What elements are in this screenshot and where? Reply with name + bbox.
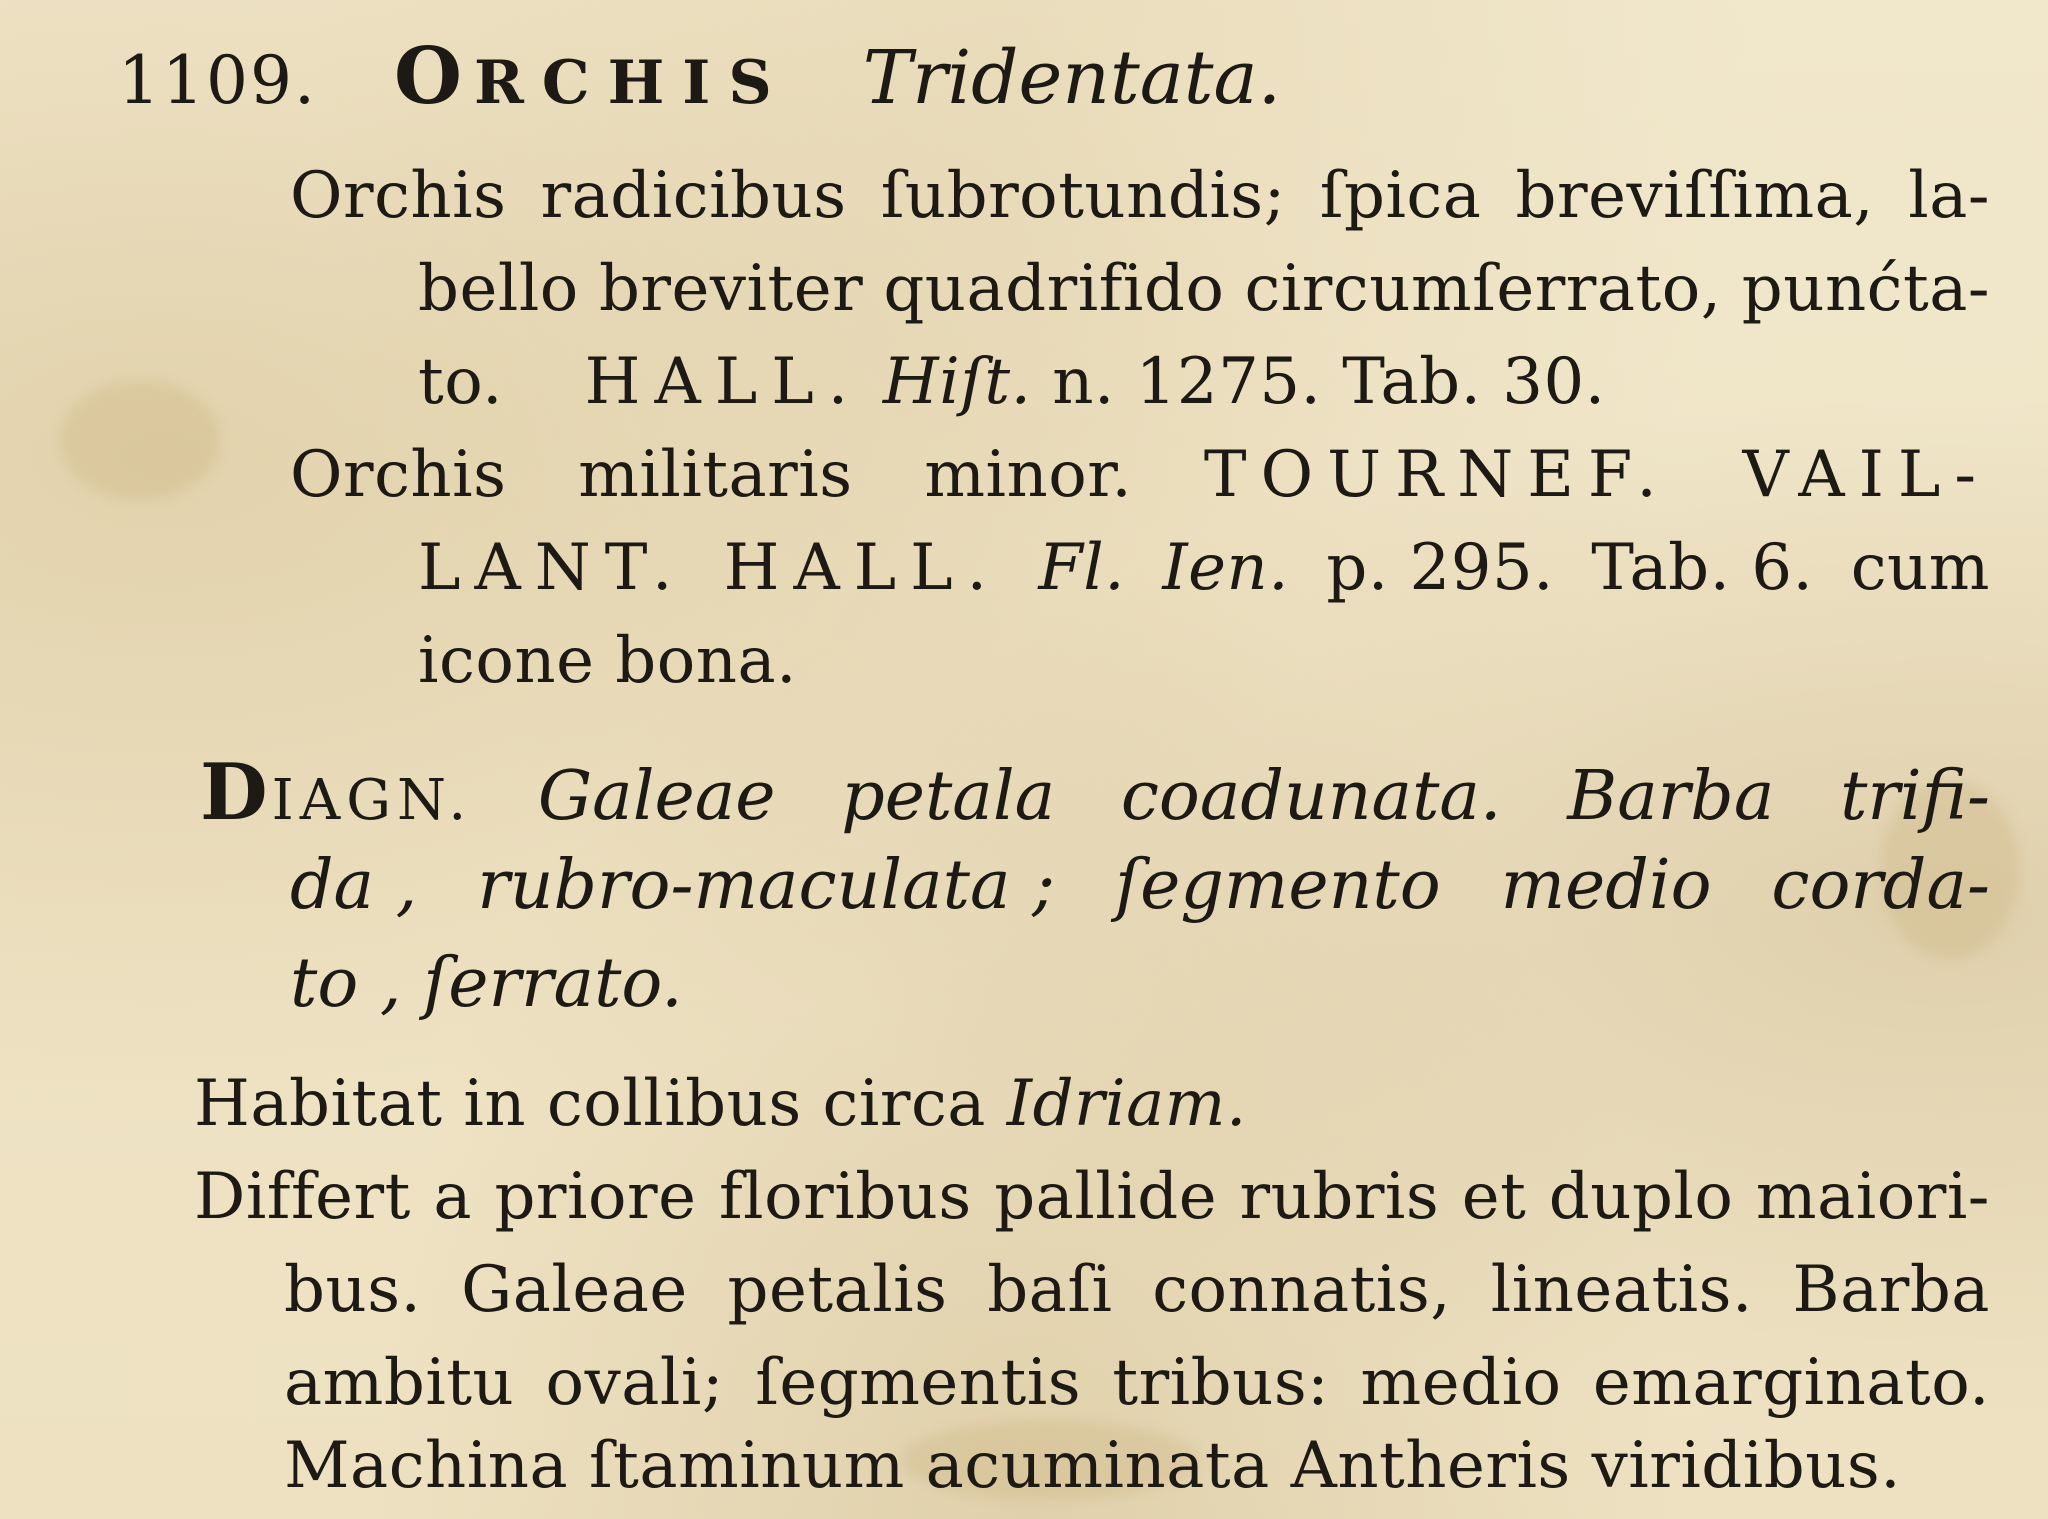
word: coadunata. [1120,757,1502,836]
word: radicibus [540,159,847,233]
description-line-2 [284,1253,1990,1327]
reference: n. 1275. Tab. 30. [1052,345,1606,419]
word: militaris [578,438,853,512]
word: Galeae [537,757,776,836]
word: duplo [1548,1160,1734,1234]
synonym-2-line-3 [418,624,797,698]
word: bus. [284,1253,422,1327]
author-abbrev: TOURNEF. [1203,438,1671,512]
word: emarginato. [1592,1346,1990,1420]
synonym-1-line-1 [290,159,1990,233]
species-name: Tridentata. [862,35,1282,121]
word: to. [418,345,503,419]
word: quadrifido [883,252,1225,326]
diagnosis-label [200,747,473,838]
word: petalis [727,1253,948,1327]
word: maiori- [1755,1160,1990,1234]
word: ſegmento [1114,846,1441,925]
entry-number: 1109. [118,42,317,119]
genus-initial: O [394,31,474,122]
word: ambitu [284,1346,515,1420]
word: breviſſima, [1515,159,1875,233]
diagnosis-line-3 [290,944,683,1023]
author-abbrev: HALL. [723,531,1002,605]
work-title: Fl. [1038,531,1126,605]
word: tribus: [1112,1346,1330,1420]
author-abbrev: VAIL- [1742,438,1990,512]
word: Barba [1567,757,1775,836]
word: Orchis [290,438,507,512]
diagnosis-line-1 [200,747,1990,838]
work-title: Hiſt. [882,345,1032,419]
word: floribus [718,1160,972,1234]
word: ovali; [545,1346,724,1420]
author-abbrev: LANT. [418,531,687,605]
word: petala [841,757,1056,836]
word: punćta- [1741,252,1990,326]
word: to , ſerrato. [290,944,683,1023]
word: minor. [924,438,1133,512]
habitat-place: Idriam. [1006,1067,1247,1141]
word: ſpica [1319,159,1482,233]
word: da , [290,846,418,925]
diagnosis-label-initial: D [200,747,272,838]
word: la- [1908,159,1990,233]
entry-heading [118,31,1282,122]
word: Orchis [290,159,507,233]
work-title: Ien. [1162,531,1290,605]
word: Galeae [461,1253,688,1327]
word: ſubrotundis; [880,159,1286,233]
word: bello [418,252,579,326]
word: lineatis. [1490,1253,1753,1327]
description-line-3 [284,1346,1990,1420]
word: circumſerrato, [1244,252,1722,326]
paper-stain [60,380,220,500]
word: et [1461,1160,1527,1234]
habitat-line [194,1067,1247,1141]
genus-rest: RCHIS [473,48,790,118]
word: rubris [1239,1160,1440,1234]
word: Barba [1792,1253,1990,1327]
word: trifi- [1840,757,1990,836]
word: a [433,1160,472,1234]
word: baſi [987,1253,1113,1327]
reference: p. 295. [1326,531,1554,605]
synonym-2-line-2 [418,531,1990,605]
synonym-1-line-2 [418,252,1990,326]
word: pallide [994,1160,1218,1234]
word: breviter [598,252,864,326]
habitat-text: Habitat in collibus circa [194,1067,986,1141]
word: priore [494,1160,697,1234]
word: corda- [1771,846,1990,925]
word: connatis, [1152,1253,1452,1327]
word: icone bona. [418,624,797,698]
word: medio [1360,1346,1562,1420]
synonym-2-line-1 [290,438,1990,512]
reference: Tab. 6. [1591,531,1814,605]
description-line-1 [194,1160,1990,1234]
diagnosis-line-2 [290,846,1990,925]
word: medio [1500,846,1712,925]
word: ſegmentis [755,1346,1082,1420]
description-line-4 [284,1429,1902,1503]
synonym-1-line-3 [418,345,1606,419]
word: Differt [194,1160,411,1234]
word: cum [1850,531,1990,605]
diagnosis-label-rest: IAGN. [271,768,473,833]
author-abbrev: HALL. [584,345,863,419]
word: Machina ſtaminum acuminata Antheris viridibus. [284,1429,1902,1503]
word: rubro-maculata ; [477,846,1056,925]
